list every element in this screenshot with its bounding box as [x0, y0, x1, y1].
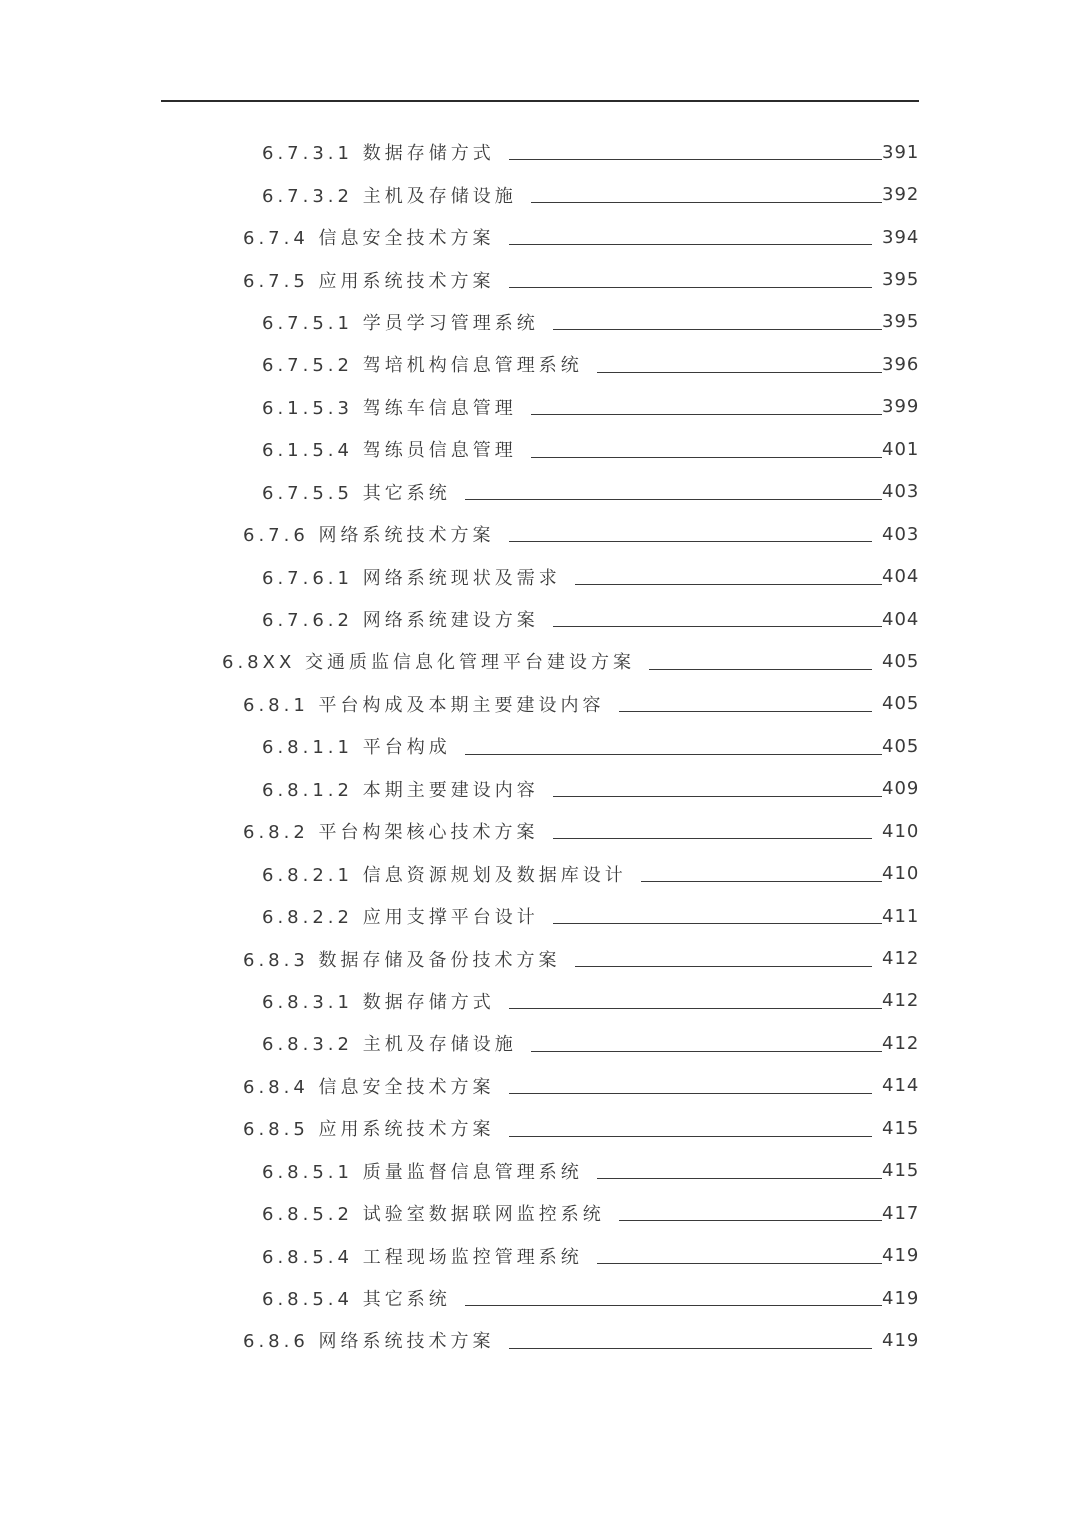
- toc-entry-page-number: 410: [882, 863, 920, 885]
- toc-entry-page-number: 419: [882, 1245, 920, 1267]
- toc-entry-page-number: 417: [882, 1202, 920, 1224]
- toc-entry-page-number: 419: [882, 1287, 920, 1309]
- toc-entry-title: 6.8.1 平台构成及本期主要建设内容: [243, 694, 605, 716]
- toc-entry-page-number: 395: [882, 269, 920, 291]
- toc-entry-page-number: 405: [882, 693, 920, 715]
- toc-entry[interactable]: [0, 810, 1080, 852]
- toc-entry-page-number: 405: [882, 735, 920, 757]
- toc-leader-line: [509, 1348, 872, 1349]
- toc-leader-line: [553, 626, 882, 627]
- toc-entry-title: 6.8.5.1 质量监督信息管理系统: [262, 1161, 583, 1183]
- toc-leader-line: [553, 796, 882, 797]
- toc-entry[interactable]: [0, 768, 1080, 810]
- toc-entry[interactable]: [0, 598, 1080, 640]
- toc-entry[interactable]: [0, 895, 1080, 937]
- toc-entry[interactable]: [0, 555, 1080, 597]
- toc-entry[interactable]: [0, 1022, 1080, 1064]
- toc-entry-title: 6.8.5 应用系统技术方案: [243, 1119, 495, 1141]
- toc-leader-line: [465, 499, 882, 500]
- toc-leader-line: [531, 1051, 882, 1052]
- toc-entry-page-number: 403: [882, 523, 920, 545]
- toc-entry-title: 6.7.5.2 驾培机构信息管理系统: [262, 355, 583, 377]
- toc-leader-line: [509, 1136, 872, 1137]
- toc-entry-page-number: 395: [882, 311, 920, 333]
- toc-leader-line: [597, 1178, 882, 1179]
- toc-entry[interactable]: [0, 513, 1080, 555]
- toc-entry-title: 6.8.6 网络系统技术方案: [243, 1331, 495, 1353]
- toc-entry-page-number: 391: [882, 141, 920, 163]
- toc-leader-line: [619, 711, 872, 712]
- toc-entry[interactable]: [0, 852, 1080, 894]
- toc-leader-line: [575, 966, 872, 967]
- table-of-contents: [0, 131, 1080, 1362]
- toc-leader-line: [509, 244, 872, 245]
- toc-entry[interactable]: [0, 343, 1080, 385]
- toc-entry-page-number: 401: [882, 438, 920, 460]
- toc-entry-title: 6.7.5.5 其它系统: [262, 482, 451, 504]
- toc-entry[interactable]: [0, 1107, 1080, 1149]
- toc-entry-page-number: 412: [882, 990, 920, 1012]
- toc-leader-line: [553, 923, 882, 924]
- toc-leader-line: [553, 838, 872, 839]
- toc-entry-page-number: 419: [882, 1329, 920, 1351]
- toc-leader-line: [509, 1093, 872, 1094]
- toc-entry-page-number: 412: [882, 1032, 920, 1054]
- toc-entry[interactable]: [0, 1277, 1080, 1319]
- toc-leader-line: [575, 584, 882, 585]
- toc-leader-line: [597, 1263, 882, 1264]
- toc-leader-line: [465, 754, 882, 755]
- toc-entry-title: 6.1.5.3 驾练车信息管理: [262, 397, 517, 419]
- toc-entry[interactable]: [0, 471, 1080, 513]
- toc-leader-line: [649, 669, 872, 670]
- toc-entry-title: 6.8.5.4 工程现场监控管理系统: [262, 1246, 583, 1268]
- toc-entry-title: 6.7.3.2 主机及存储设施: [262, 185, 517, 207]
- toc-leader-line: [509, 1008, 882, 1009]
- toc-entry-page-number: 415: [882, 1160, 920, 1182]
- toc-entry-page-number: 403: [882, 481, 920, 503]
- toc-entry-title: 6.7.6.2 网络系统建设方案: [262, 610, 539, 632]
- toc-leader-line: [597, 372, 882, 373]
- toc-entry-title: 6.7.5.1 学员学习管理系统: [262, 312, 539, 334]
- toc-entry-page-number: 412: [882, 948, 920, 970]
- toc-leader-line: [465, 1305, 882, 1306]
- toc-entry-title: 6.8.4 信息安全技术方案: [243, 1076, 495, 1098]
- toc-entry-page-number: 414: [882, 1075, 920, 1097]
- toc-leader-line: [531, 414, 882, 415]
- toc-entry[interactable]: [0, 131, 1080, 173]
- toc-leader-line: [619, 1220, 882, 1221]
- toc-entry-title: 6.8.3 数据存储及备份技术方案: [243, 949, 561, 971]
- toc-entry-title: 6.7.3.1 数据存储方式: [262, 143, 495, 165]
- toc-entry[interactable]: [0, 216, 1080, 258]
- toc-entry-title: 6.8.1.1 平台构成: [262, 737, 451, 759]
- toc-entry-page-number: 396: [882, 353, 920, 375]
- toc-entry-page-number: 394: [882, 226, 920, 248]
- toc-entry-title: 6.8XX 交通质监信息化管理平台建设方案: [222, 652, 636, 674]
- toc-entry-page-number: 404: [882, 566, 920, 588]
- toc-leader-line: [509, 287, 872, 288]
- toc-entry-page-number: 399: [882, 396, 920, 418]
- toc-entry-title: 6.8.3.1 数据存储方式: [262, 991, 495, 1013]
- toc-entry[interactable]: [0, 173, 1080, 215]
- toc-entry[interactable]: [0, 386, 1080, 428]
- toc-leader-line: [509, 541, 872, 542]
- toc-entry[interactable]: [0, 980, 1080, 1022]
- toc-entry-title: 6.1.5.4 驾练员信息管理: [262, 440, 517, 462]
- toc-leader-line: [641, 881, 882, 882]
- toc-entry-title: 6.8.5.4 其它系统: [262, 1289, 451, 1311]
- toc-entry-title: 6.8.5.2 试验室数据联网监控系统: [262, 1204, 605, 1226]
- toc-entry-title: 6.8.2.1 信息资源规划及数据库设计: [262, 864, 627, 886]
- toc-entry[interactable]: [0, 1319, 1080, 1361]
- toc-entry[interactable]: [0, 937, 1080, 979]
- toc-entry-page-number: 405: [882, 650, 920, 672]
- toc-entry[interactable]: [0, 640, 1080, 682]
- toc-entry-page-number: 392: [882, 184, 920, 206]
- toc-entry[interactable]: [0, 1234, 1080, 1276]
- toc-entry[interactable]: [0, 301, 1080, 343]
- toc-entry[interactable]: [0, 683, 1080, 725]
- toc-entry-page-number: 404: [882, 608, 920, 630]
- toc-entry[interactable]: [0, 258, 1080, 300]
- toc-entry[interactable]: [0, 1192, 1080, 1234]
- header-rule: [161, 100, 919, 102]
- toc-entry-title: 6.8.2.2 应用支撑平台设计: [262, 907, 539, 929]
- toc-leader-line: [531, 457, 882, 458]
- toc-entry-title: 6.7.5 应用系统技术方案: [243, 270, 495, 292]
- toc-leader-line: [509, 159, 882, 160]
- toc-entry[interactable]: [0, 428, 1080, 470]
- toc-leader-line: [531, 202, 882, 203]
- toc-entry-page-number: 410: [882, 820, 920, 842]
- toc-entry-title: 6.7.6.1 网络系统现状及需求: [262, 567, 561, 589]
- toc-entry-page-number: 409: [882, 778, 920, 800]
- toc-entry-title: 6.7.6 网络系统技术方案: [243, 525, 495, 547]
- toc-entry-title: 6.8.3.2 主机及存储设施: [262, 1034, 517, 1056]
- toc-entry-title: 6.7.4 信息安全技术方案: [243, 228, 495, 250]
- toc-entry-title: 6.8.2 平台构架核心技术方案: [243, 822, 539, 844]
- toc-leader-line: [553, 329, 882, 330]
- toc-entry[interactable]: [0, 1065, 1080, 1107]
- toc-entry[interactable]: [0, 1150, 1080, 1192]
- toc-entry-title: 6.8.1.2 本期主要建设内容: [262, 779, 539, 801]
- toc-entry-page-number: 411: [882, 905, 920, 927]
- toc-entry-page-number: 415: [882, 1117, 920, 1139]
- toc-entry[interactable]: [0, 725, 1080, 767]
